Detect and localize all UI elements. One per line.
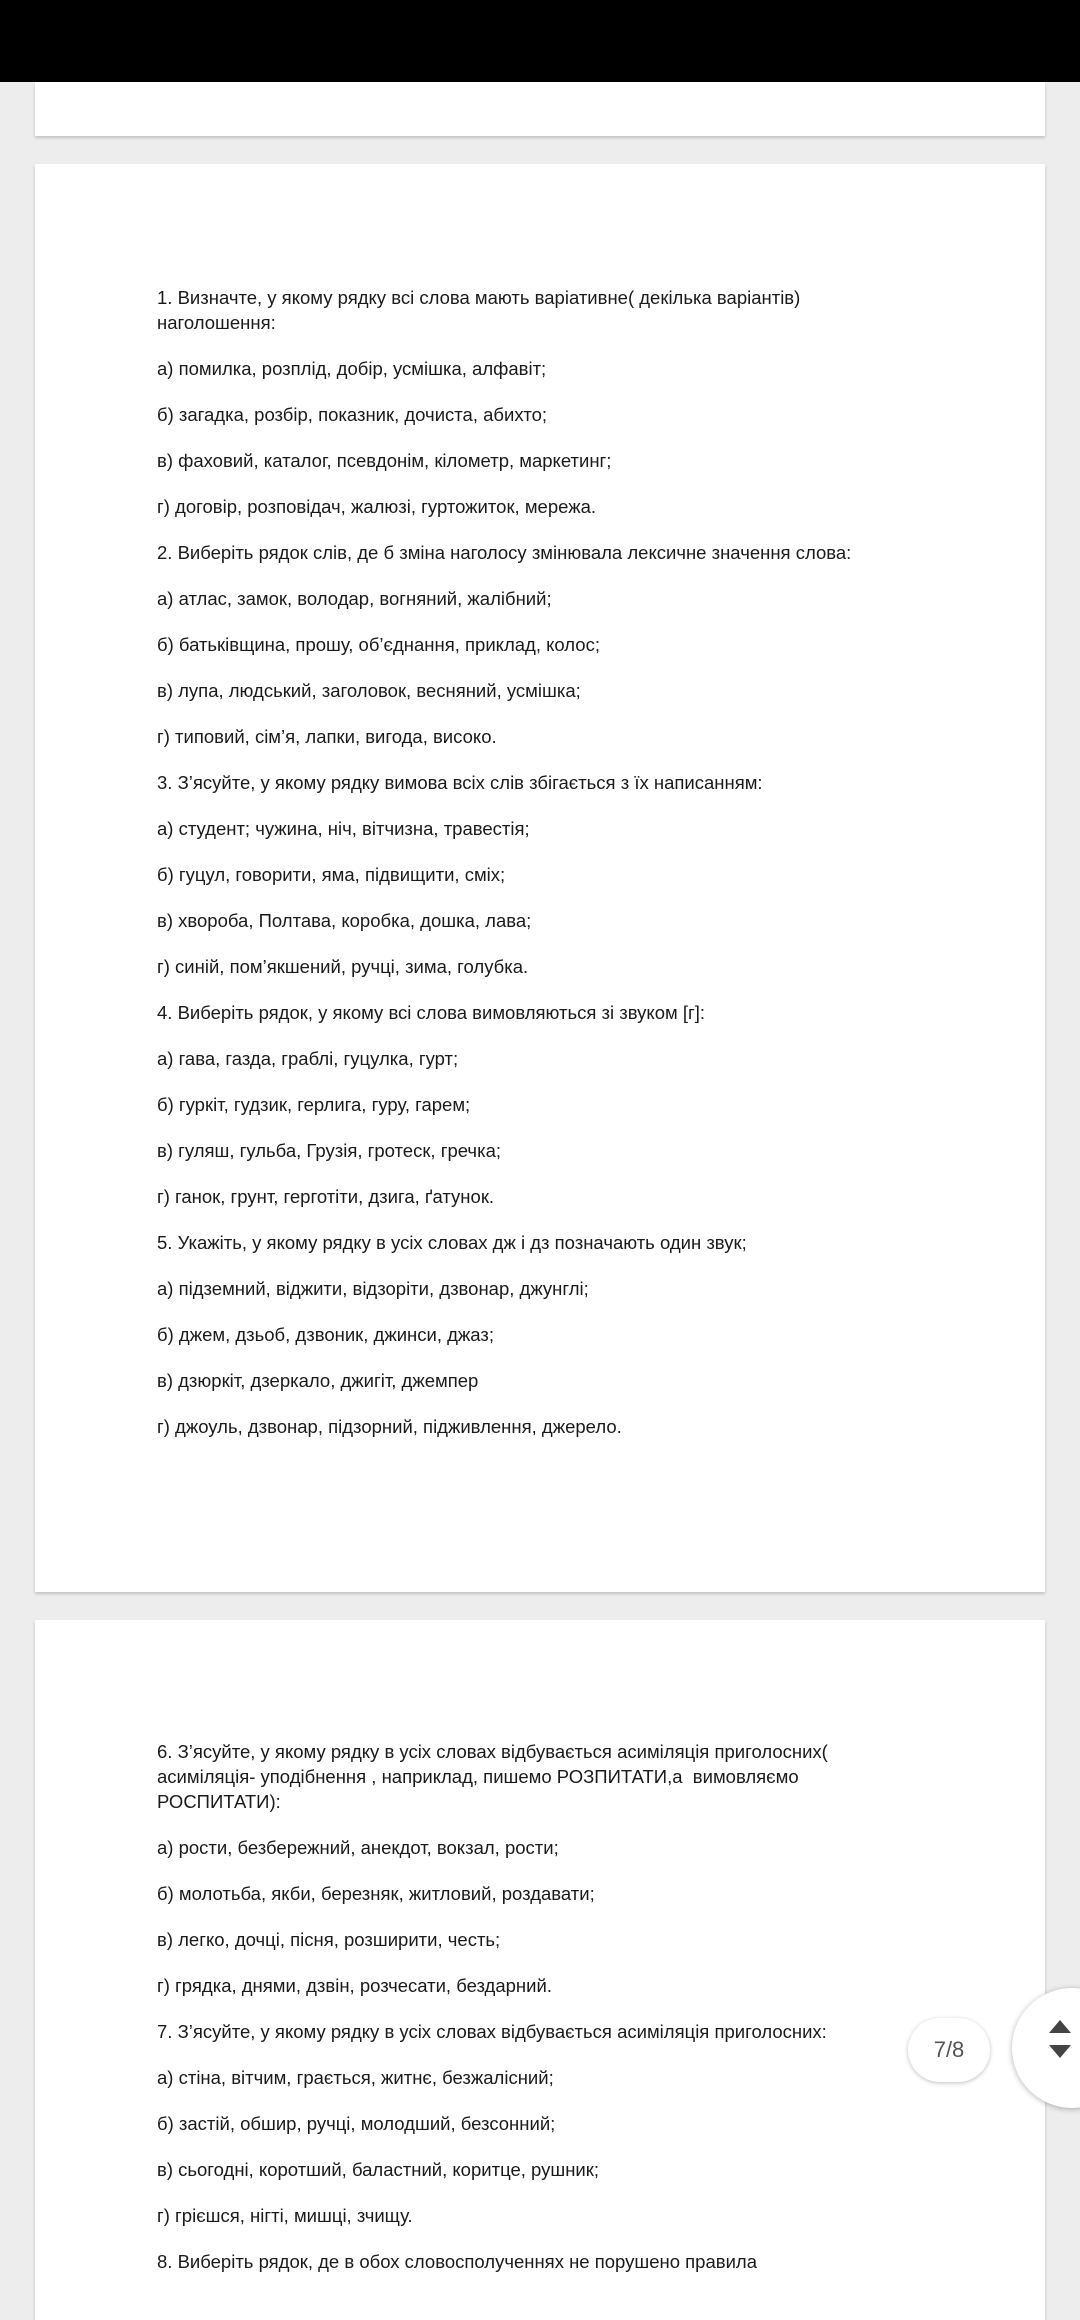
- scroll-down-icon: [1049, 2045, 1071, 2058]
- document-page-next: [35, 1620, 1045, 2320]
- scroll-up-icon: [1049, 2020, 1071, 2033]
- page-text: [157, 285, 917, 1460]
- answer-option: г) договір, розповідач, жалюзі, гуртожиток, мережа.: [157, 496, 597, 517]
- answer-option: б) джем, дзьоб, дзвоник, джинси, джаз;: [157, 1324, 495, 1345]
- question-5: 5. Укажіть, у якому рядку в усіх словах дж і дз позначають один звук;: [157, 1232, 747, 1253]
- answer-option: б) застій, обшир, ручці, молодший, безсонний;: [157, 2113, 556, 2134]
- answer-option: б) батьківщина, прошу, об’єднання, приклад, колос;: [157, 634, 600, 655]
- answer-option: а) стіна, вітчим, грається, житнє, безжалісний;: [157, 2067, 554, 2088]
- answer-option: г) типовий, сім’я, лапки, вигода, високо.: [157, 726, 497, 747]
- page-text: [157, 1739, 917, 2295]
- answer-option: б) гуркіт, гудзик, герлига, гуру, гарем;: [157, 1094, 471, 1115]
- answer-option: в) фаховий, каталог, псевдонім, кілометр, маркетинг;: [157, 450, 612, 471]
- answer-option: а) рости, безбережний, анекдот, вокзал, рости;: [157, 1837, 559, 1858]
- answer-option: а) студент; чужина, ніч, вітчизна, травестія;: [157, 818, 530, 839]
- answer-option: г) грієшся, нігті, мишці, зчищу.: [157, 2205, 413, 2226]
- question-1: 1. Визначте, у якому рядку всі слова мають варіативне( декілька варіантів) наголошення:: [157, 287, 806, 333]
- question-2: 2. Виберіть рядок слів, де б зміна наголосу змінювала лексичне значення слова:: [157, 542, 852, 563]
- question-8: 8. Виберіть рядок, де в обох словосполученнях не порушено правила: [157, 2251, 757, 2272]
- document-page: [35, 164, 1045, 1592]
- answer-option: в) хвороба, Полтава, коробка, дошка, лава;: [157, 910, 532, 931]
- page-indicator: 7/8: [908, 2018, 990, 2082]
- answer-option: в) лупа, людський, заголовок, весняний, усмішка;: [157, 680, 581, 701]
- answer-option: а) атлас, замок, володар, вогняний, жалібний;: [157, 588, 552, 609]
- answer-option: б) гуцул, говорити, яма, підвищити, сміх;: [157, 864, 506, 885]
- answer-option: в) сьогодні, коротший, баластний, коритце, рушник;: [157, 2159, 599, 2180]
- question-6: 6. З’ясуйте, у якому рядку в усіх словах відбувається асиміляція приголосних( асиміляція- уподібнення , наприклад, пишемо РОЗПИТАТИ,а вимовляємо РОСПИТАТИ):: [157, 1741, 833, 1812]
- answer-option: б) молотьба, якби, березняк, житловий, роздавати;: [157, 1883, 595, 1904]
- answer-option: в) гуляш, гульба, Грузія, гротеск, гречка;: [157, 1140, 501, 1161]
- answer-option: в) дзюркіт, дзеркало, джигіт, джемпер: [157, 1370, 479, 1391]
- answer-option: г) джоуль, дзвонар, підзорний, підживлення, джерело.: [157, 1416, 622, 1437]
- document-page-previous: [35, 82, 1045, 136]
- question-3: 3. З’ясуйте, у якому рядку вимова всіх слів збігається з їх написанням:: [157, 772, 763, 793]
- answer-option: г) синій, пом’якшений, ручці, зима, голубка.: [157, 956, 529, 977]
- answer-option: в) легко, дочці, пісня, розширити, честь;: [157, 1929, 501, 1950]
- answer-option: а) гава, газда, граблі, гуцулка, гурт;: [157, 1048, 459, 1069]
- answer-option: б) загадка, розбір, показник, дочиста, абихто;: [157, 404, 548, 425]
- answer-option: а) помилка, розплід, добір, усмішка, алфавіт;: [157, 358, 547, 379]
- answer-option: а) підземний, віджити, відзоріти, дзвонар, джунглі;: [157, 1278, 589, 1299]
- answer-option: г) грядка, днями, дзвін, розчесати, бездарний.: [157, 1975, 552, 1996]
- question-4: 4. Виберіть рядок, у якому всі слова вимовляються зі звуком [г]:: [157, 1002, 706, 1023]
- answer-option: г) ганок, грунт, герготіти, дзига, ґатунок.: [157, 1186, 495, 1207]
- question-7: 7. З’ясуйте, у якому рядку в усіх словах відбувається асиміляція приголосних:: [157, 2021, 827, 2042]
- status-bar: [0, 0, 1080, 82]
